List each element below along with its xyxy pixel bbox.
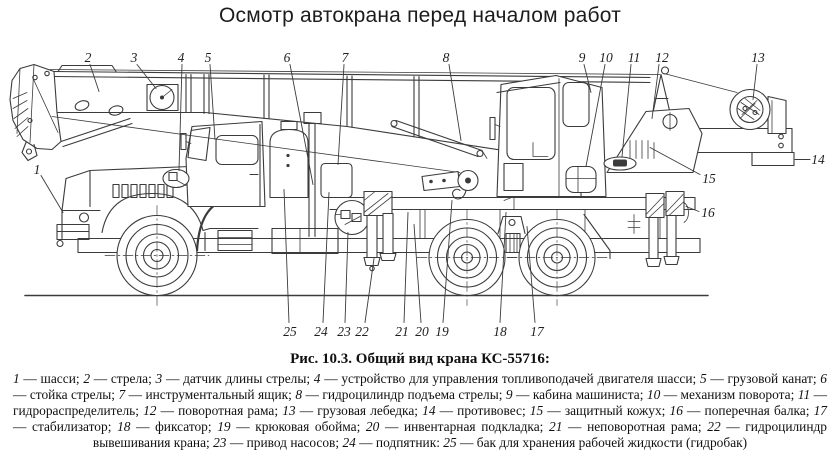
outrigger-front — [364, 192, 396, 271]
length-sensor — [147, 85, 178, 111]
mast — [653, 67, 737, 113]
callout-number-15: 15 — [702, 171, 716, 186]
hydraulic-tank — [270, 122, 308, 198]
page-title: Осмотр автокрана перед началом работ — [218, 4, 622, 27]
callout-number-7: 7 — [341, 50, 349, 65]
callout-number-3: 3 — [130, 50, 138, 65]
callout-number-22: 22 — [355, 324, 369, 339]
callout-number-8: 8 — [442, 50, 450, 65]
truck-mirror — [181, 134, 186, 150]
outrigger-rear — [628, 192, 689, 267]
callout-number-17: 17 — [530, 324, 544, 339]
lift-cylinder — [391, 121, 487, 159]
callout-number-13: 13 — [751, 50, 765, 65]
callout-number-14: 14 — [811, 152, 825, 167]
callout-number-4: 4 — [177, 50, 185, 65]
callout-number-11: 11 — [627, 50, 641, 65]
callout-number-10: 10 — [599, 50, 613, 65]
callout-number-9: 9 — [578, 50, 586, 65]
hydraulic-distributor — [604, 157, 636, 170]
callout-number-2: 2 — [84, 50, 92, 65]
callout-number-24: 24 — [314, 324, 328, 339]
radiator-grille — [113, 185, 173, 198]
hook-block — [422, 171, 478, 199]
wheel-rear-2 — [507, 210, 607, 306]
callout-leader-2 — [90, 65, 99, 92]
callout-number-25: 25 — [283, 324, 297, 339]
callout-number-16: 16 — [701, 205, 715, 220]
crane-diagram-figure — [0, 40, 840, 346]
fuel-tank — [272, 229, 338, 254]
callout-leader-1 — [41, 176, 63, 213]
figure-caption: Рис. 10.3. Общий вид крана КС-55716: — [290, 351, 550, 367]
callout-number-1: 1 — [33, 162, 41, 177]
battery-box — [218, 231, 252, 251]
truck-cab — [181, 122, 265, 207]
callout-leader-23 — [345, 233, 348, 323]
toolbox — [321, 164, 352, 198]
callout-number-18: 18 — [493, 324, 507, 339]
fuel-control-device — [163, 170, 189, 188]
callout-number-23: 23 — [337, 324, 351, 339]
crane-cab-mirror — [490, 118, 495, 140]
callout-leader-25 — [284, 190, 289, 323]
callout-number-12: 12 — [655, 50, 669, 65]
crane-diagram — [0, 40, 840, 346]
callout-leader-4 — [179, 65, 182, 171]
callout-leader-21 — [404, 213, 408, 323]
callout-leader-20 — [414, 225, 421, 323]
callout-number-6: 6 — [283, 50, 291, 65]
callout-number-5: 5 — [204, 50, 212, 65]
callout-leader-24 — [323, 193, 329, 323]
counterweight — [752, 153, 794, 166]
wheel-front — [105, 206, 209, 306]
figure-legend: 1 — шасси; 2 — стрела; 3 — датчик длины стрелы; 4 — устройство для управления топливоподачей двигателя шасси; 5 — грузовой канат; 6 — стойка стрелы; 7 — инструментальный ящик; 8 — гидроцилиндр подъема стрелы; 9 — кабина машиниста; 10 — механизм поворота; 11 — гидрораспределитель; 12 — поворотная рама; 13 — грузовая лебедка; 14 — противовес; 15 — защитный кожух; 16 — поперечная балка; 17 — стабилизатор; 18 — фиксатор; 19 — крюковая обойма; 20 — инвентарная подкладка; 21 — неповоротная рама; 22 — гидроцилиндр вывешивания крана; 23 — привод насосов; 24 — подпятник: 25 — бак для хранения рабочей жидкости (гидробак) — [13, 371, 828, 450]
callout-number-21: 21 — [395, 324, 409, 339]
callout-number-19: 19 — [435, 324, 449, 339]
winch — [730, 90, 786, 134]
callout-number-20: 20 — [415, 324, 429, 339]
